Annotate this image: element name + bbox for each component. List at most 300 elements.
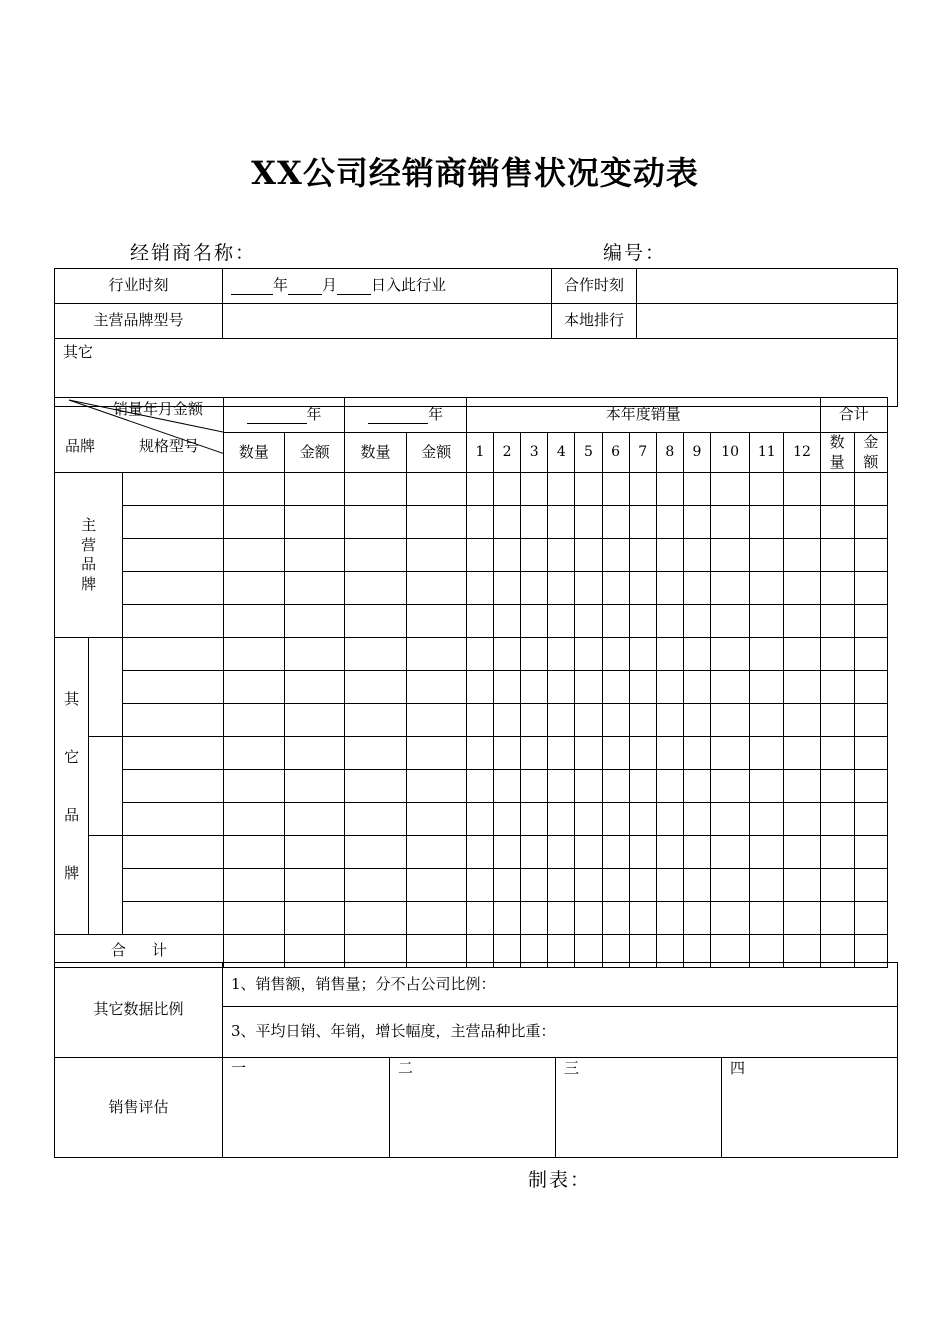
grid-cell[interactable] [466, 737, 493, 770]
grid-cell[interactable] [406, 671, 466, 704]
grid-cell[interactable] [629, 704, 656, 737]
grid-cell[interactable] [656, 539, 683, 572]
grid-cell[interactable] [345, 737, 406, 770]
grid-cell[interactable] [345, 803, 406, 836]
grid-cell[interactable] [656, 902, 683, 935]
grid-cell[interactable] [854, 737, 887, 770]
grid-cell[interactable] [711, 803, 750, 836]
grid-cell[interactable] [521, 902, 548, 935]
grid-cell[interactable] [575, 539, 602, 572]
grid-cell[interactable] [784, 605, 820, 638]
grid-cell[interactable] [683, 506, 710, 539]
grid-cell[interactable] [285, 737, 345, 770]
grid-cell[interactable] [854, 638, 887, 671]
grid-cell[interactable] [750, 671, 784, 704]
year2-qty-header: 数量 [345, 433, 406, 473]
grid-cell[interactable] [683, 737, 710, 770]
grid-cell[interactable] [285, 671, 345, 704]
grid-cell[interactable] [285, 902, 345, 935]
grid-cell[interactable] [629, 902, 656, 935]
grid-cell[interactable] [575, 605, 602, 638]
grid-cell[interactable] [784, 770, 820, 803]
grid-cell[interactable] [683, 704, 710, 737]
corner-header [55, 398, 224, 473]
grid-cell[interactable] [345, 506, 406, 539]
month-11-header: 11 [750, 433, 784, 473]
grid-cell[interactable] [683, 572, 710, 605]
evaluation-col-2[interactable]: 二 [390, 1058, 556, 1158]
grid-cell[interactable] [656, 704, 683, 737]
grid-cell[interactable] [494, 638, 521, 671]
grid-cell[interactable] [345, 572, 406, 605]
grid-cell[interactable] [285, 473, 345, 506]
grid-cell[interactable] [406, 770, 466, 803]
grid-cell[interactable] [223, 770, 284, 803]
model-cell[interactable] [123, 671, 223, 704]
grid-cell[interactable] [285, 572, 345, 605]
grid-cell[interactable] [602, 473, 629, 506]
grid-cell[interactable] [784, 473, 820, 506]
grid-cell[interactable] [711, 572, 750, 605]
grid-cell[interactable] [820, 770, 854, 803]
grid-cell[interactable] [784, 539, 820, 572]
grid-cell[interactable] [750, 902, 784, 935]
grid-cell[interactable] [548, 638, 575, 671]
grid-cell[interactable] [575, 869, 602, 902]
grid-cell[interactable] [494, 473, 521, 506]
grid-cell[interactable] [548, 704, 575, 737]
grid-cell[interactable] [466, 671, 493, 704]
grid-cell[interactable] [750, 869, 784, 902]
grid-cell[interactable] [223, 869, 284, 902]
grid-cell[interactable] [494, 737, 521, 770]
grid-cell[interactable] [548, 572, 575, 605]
grid-cell[interactable] [820, 803, 854, 836]
grid-cell[interactable] [656, 869, 683, 902]
grid-cell[interactable] [711, 869, 750, 902]
grid-cell[interactable] [711, 704, 750, 737]
grid-cell[interactable] [683, 869, 710, 902]
year2-header[interactable] [345, 398, 467, 433]
grid-cell[interactable] [683, 638, 710, 671]
grid-cell[interactable] [750, 638, 784, 671]
grid-cell[interactable] [683, 671, 710, 704]
brand-model-field[interactable] [223, 304, 552, 339]
grid-cell[interactable] [285, 638, 345, 671]
grid-cell[interactable] [466, 869, 493, 902]
grid-cell[interactable] [854, 770, 887, 803]
grid-cell[interactable] [494, 803, 521, 836]
grid-cell[interactable] [854, 869, 887, 902]
grid-cell[interactable] [466, 506, 493, 539]
grid-cell[interactable] [575, 506, 602, 539]
grid-cell[interactable] [820, 506, 854, 539]
grid-cell[interactable] [285, 803, 345, 836]
grid-cell[interactable] [602, 671, 629, 704]
grid-cell[interactable] [548, 869, 575, 902]
brand-group-cell[interactable] [89, 836, 123, 935]
grid-cell[interactable] [656, 572, 683, 605]
grid-cell[interactable] [820, 671, 854, 704]
grid-cell[interactable] [854, 671, 887, 704]
grid-cell[interactable] [521, 572, 548, 605]
grid-cell[interactable] [711, 737, 750, 770]
grid-cell[interactable] [656, 605, 683, 638]
grid-cell[interactable] [711, 770, 750, 803]
grid-cell[interactable] [602, 803, 629, 836]
grid-cell[interactable] [629, 737, 656, 770]
grid-cell[interactable] [285, 704, 345, 737]
grid-cell[interactable] [629, 539, 656, 572]
grid-cell[interactable] [345, 539, 406, 572]
grid-cell[interactable] [575, 671, 602, 704]
grid-cell[interactable] [854, 803, 887, 836]
grid-cell[interactable] [521, 539, 548, 572]
grid-cell[interactable] [494, 539, 521, 572]
grid-cell[interactable] [602, 869, 629, 902]
grid-cell[interactable] [656, 737, 683, 770]
grid-cell[interactable] [466, 902, 493, 935]
grid-cell[interactable] [223, 704, 284, 737]
grid-cell[interactable] [345, 869, 406, 902]
grid-cell[interactable] [750, 539, 784, 572]
total-amount-header [854, 433, 887, 473]
grid-cell[interactable] [629, 572, 656, 605]
brand-model-label: 主营品牌型号 [55, 304, 223, 339]
grid-cell[interactable] [285, 539, 345, 572]
grid-cell[interactable] [854, 506, 887, 539]
brand-group-cell[interactable] [89, 638, 123, 737]
grid-cell[interactable] [521, 704, 548, 737]
grid-cell[interactable] [711, 671, 750, 704]
grid-cell[interactable] [466, 572, 493, 605]
model-cell[interactable] [123, 737, 223, 770]
grid-cell[interactable] [575, 770, 602, 803]
grid-cell[interactable] [406, 638, 466, 671]
grid-cell[interactable] [750, 704, 784, 737]
grid-cell[interactable] [784, 902, 820, 935]
grid-cell[interactable] [711, 506, 750, 539]
grid-cell[interactable] [406, 803, 466, 836]
grid-cell[interactable] [629, 473, 656, 506]
model-cell[interactable] [123, 605, 223, 638]
grid-cell[interactable] [406, 506, 466, 539]
grid-cell[interactable] [285, 836, 345, 869]
grid-cell[interactable] [285, 869, 345, 902]
grid-cell[interactable] [820, 902, 854, 935]
evaluation-col-3[interactable]: 三 [556, 1058, 722, 1158]
grid-cell[interactable] [784, 869, 820, 902]
grid-cell[interactable] [548, 539, 575, 572]
local-rank-field[interactable] [637, 304, 898, 339]
grid-cell[interactable] [683, 803, 710, 836]
grid-cell[interactable] [521, 638, 548, 671]
grid-cell[interactable] [494, 605, 521, 638]
grid-cell[interactable] [521, 836, 548, 869]
industry-date-field[interactable] [223, 269, 552, 304]
grid-cell[interactable] [602, 836, 629, 869]
grid-cell[interactable] [521, 869, 548, 902]
year1-header[interactable] [223, 398, 345, 433]
year1-suffix: 年 [306, 405, 322, 424]
model-cell[interactable] [123, 869, 223, 902]
grid-cell[interactable] [345, 704, 406, 737]
grid-cell[interactable] [629, 638, 656, 671]
total-header: 合计 [820, 398, 887, 433]
grid-cell[interactable] [521, 737, 548, 770]
grid-cell[interactable] [466, 539, 493, 572]
grid-cell[interactable] [223, 572, 284, 605]
grid-cell[interactable] [466, 704, 493, 737]
grid-cell[interactable] [711, 638, 750, 671]
evaluation-col-1[interactable]: 一 [223, 1058, 390, 1158]
grid-cell[interactable] [683, 539, 710, 572]
model-cell[interactable] [123, 770, 223, 803]
grid-cell[interactable] [285, 605, 345, 638]
grid-cell[interactable] [548, 737, 575, 770]
grid-cell[interactable] [711, 539, 750, 572]
grid-cell[interactable] [784, 638, 820, 671]
grid-cell[interactable] [602, 572, 629, 605]
month-10-header: 10 [711, 433, 750, 473]
model-cell[interactable] [123, 902, 223, 935]
grid-cell[interactable] [750, 473, 784, 506]
grid-cell[interactable] [602, 638, 629, 671]
grid-cell[interactable] [494, 506, 521, 539]
grid-cell[interactable] [711, 605, 750, 638]
corner-sales-label: 销量年月金额 [113, 400, 204, 418]
grid-cell[interactable] [494, 572, 521, 605]
grid-cell[interactable] [750, 836, 784, 869]
grid-cell[interactable] [548, 836, 575, 869]
grid-cell[interactable] [656, 506, 683, 539]
grid-cell[interactable] [602, 704, 629, 737]
grid-cell[interactable] [494, 704, 521, 737]
year1-amount-header: 金额 [285, 433, 345, 473]
grid-cell[interactable] [784, 572, 820, 605]
month-5-header: 5 [575, 433, 602, 473]
grid-cell[interactable] [575, 836, 602, 869]
grid-cell[interactable] [223, 902, 284, 935]
ratio-line-3[interactable]: 3、平均日销、年销，增长幅度，主营品种比重： [223, 1007, 898, 1058]
month-3-header: 3 [521, 433, 548, 473]
grid-cell[interactable] [784, 737, 820, 770]
model-cell[interactable] [123, 572, 223, 605]
grid-cell[interactable] [406, 605, 466, 638]
grid-cell[interactable] [345, 836, 406, 869]
grid-cell[interactable] [466, 770, 493, 803]
grid-cell[interactable] [575, 473, 602, 506]
grid-cell[interactable] [223, 836, 284, 869]
grid-cell[interactable] [223, 539, 284, 572]
grid-cell[interactable] [854, 704, 887, 737]
year1-qty-header: 数量 [223, 433, 284, 473]
grid-cell[interactable] [750, 803, 784, 836]
coop-time-field[interactable] [637, 269, 898, 304]
grid-cell[interactable] [223, 803, 284, 836]
grid-cell[interactable] [656, 638, 683, 671]
grid-cell[interactable] [854, 473, 887, 506]
grid-cell[interactable] [784, 803, 820, 836]
grid-cell[interactable] [820, 869, 854, 902]
grid-cell[interactable] [406, 869, 466, 902]
grid-cell[interactable] [345, 638, 406, 671]
grid-cell[interactable] [575, 704, 602, 737]
grid-cell[interactable] [711, 902, 750, 935]
grid-cell[interactable] [521, 770, 548, 803]
grid-cell[interactable] [656, 803, 683, 836]
grid-cell[interactable] [683, 836, 710, 869]
grid-cell[interactable] [548, 671, 575, 704]
grid-cell[interactable] [223, 605, 284, 638]
grid-cell[interactable] [854, 572, 887, 605]
year2-blank [368, 409, 428, 424]
model-cell[interactable] [123, 638, 223, 671]
grid-cell[interactable] [854, 902, 887, 935]
grid-cell[interactable] [602, 737, 629, 770]
grid-cell[interactable] [466, 605, 493, 638]
grid-cell[interactable] [575, 902, 602, 935]
grid-cell[interactable] [820, 572, 854, 605]
grid-cell[interactable] [656, 770, 683, 803]
grid-cell[interactable] [345, 671, 406, 704]
grid-cell[interactable] [683, 902, 710, 935]
grid-cell[interactable] [466, 836, 493, 869]
grid-cell[interactable] [345, 770, 406, 803]
grid-cell[interactable] [602, 605, 629, 638]
grid-cell[interactable] [466, 803, 493, 836]
grid-cell[interactable] [784, 671, 820, 704]
grid-cell[interactable] [548, 473, 575, 506]
grid-cell[interactable] [285, 506, 345, 539]
grid-cell[interactable] [575, 803, 602, 836]
grid-cell[interactable] [820, 704, 854, 737]
grid-cell[interactable] [494, 869, 521, 902]
grid-cell[interactable] [548, 770, 575, 803]
grid-cell[interactable] [750, 770, 784, 803]
grid-cell[interactable] [750, 506, 784, 539]
evaluation-col-4[interactable]: 四 [722, 1058, 898, 1158]
model-cell[interactable] [123, 506, 223, 539]
grid-cell[interactable] [223, 506, 284, 539]
grid-cell[interactable] [548, 902, 575, 935]
grid-cell[interactable] [521, 473, 548, 506]
grid-cell[interactable] [602, 506, 629, 539]
grid-cell[interactable] [406, 572, 466, 605]
model-cell[interactable] [123, 539, 223, 572]
ratio-line-1[interactable]: 1、销售额，销售量；分不占公司比例： [223, 963, 898, 1007]
grid-cell[interactable] [629, 605, 656, 638]
table-row [55, 704, 888, 737]
grid-cell[interactable] [784, 506, 820, 539]
grid-cell[interactable] [494, 770, 521, 803]
grid-cell[interactable] [656, 473, 683, 506]
brand-group-cell[interactable] [89, 737, 123, 836]
grid-cell[interactable] [820, 473, 854, 506]
grid-cell[interactable] [466, 638, 493, 671]
grid-cell[interactable] [494, 671, 521, 704]
grid-cell[interactable] [854, 605, 887, 638]
grid-cell[interactable] [629, 671, 656, 704]
grid-cell[interactable] [711, 836, 750, 869]
grid-cell[interactable] [750, 572, 784, 605]
grid-cell[interactable] [629, 869, 656, 902]
grid-cell[interactable] [406, 737, 466, 770]
grid-cell[interactable] [784, 704, 820, 737]
grid-cell[interactable] [548, 506, 575, 539]
grid-cell[interactable] [711, 473, 750, 506]
grid-cell[interactable] [521, 671, 548, 704]
grid-cell[interactable] [750, 737, 784, 770]
grid-cell[interactable] [406, 539, 466, 572]
grid-cell[interactable] [784, 836, 820, 869]
grid-cell[interactable] [629, 770, 656, 803]
grid-cell[interactable] [629, 803, 656, 836]
month-8-header: 8 [656, 433, 683, 473]
grid-cell[interactable] [820, 638, 854, 671]
grid-cell[interactable] [548, 803, 575, 836]
grid-cell[interactable] [548, 605, 575, 638]
model-cell[interactable] [123, 473, 223, 506]
grid-cell[interactable] [683, 605, 710, 638]
grid-cell[interactable] [629, 836, 656, 869]
grid-cell[interactable] [820, 836, 854, 869]
grid-cell[interactable] [602, 902, 629, 935]
grid-cell[interactable] [406, 473, 466, 506]
grid-cell[interactable] [521, 506, 548, 539]
grid-cell[interactable] [345, 902, 406, 935]
year2-amount-header: 金额 [406, 433, 466, 473]
grid-cell[interactable] [285, 770, 345, 803]
grid-cell[interactable] [223, 473, 284, 506]
grid-cell[interactable] [602, 539, 629, 572]
grid-cell[interactable] [820, 605, 854, 638]
grid-cell[interactable] [683, 473, 710, 506]
grid-cell[interactable] [521, 605, 548, 638]
grid-cell[interactable] [575, 572, 602, 605]
grid-cell[interactable] [406, 704, 466, 737]
grid-cell[interactable] [683, 770, 710, 803]
grid-cell[interactable] [223, 671, 284, 704]
grid-cell[interactable] [406, 836, 466, 869]
grid-cell[interactable] [521, 803, 548, 836]
grid-cell[interactable] [223, 737, 284, 770]
grid-cell[interactable] [575, 638, 602, 671]
grid-cell[interactable] [820, 737, 854, 770]
grid-cell[interactable] [750, 605, 784, 638]
model-cell[interactable] [123, 803, 223, 836]
grid-cell[interactable] [575, 737, 602, 770]
grid-cell[interactable] [345, 473, 406, 506]
grid-cell[interactable] [656, 836, 683, 869]
grid-cell[interactable] [854, 836, 887, 869]
grid-cell[interactable] [466, 473, 493, 506]
grid-cell[interactable] [854, 539, 887, 572]
grid-cell[interactable] [494, 902, 521, 935]
table-row [55, 572, 888, 605]
grid-cell[interactable] [223, 638, 284, 671]
grid-cell[interactable] [629, 506, 656, 539]
model-cell[interactable] [123, 704, 223, 737]
grid-cell[interactable] [345, 605, 406, 638]
table-row [55, 836, 888, 869]
grid-cell[interactable] [406, 902, 466, 935]
model-cell[interactable] [123, 836, 223, 869]
grid-cell[interactable] [602, 770, 629, 803]
grid-cell[interactable] [494, 836, 521, 869]
grid-cell[interactable] [656, 671, 683, 704]
grid-cell[interactable] [820, 539, 854, 572]
